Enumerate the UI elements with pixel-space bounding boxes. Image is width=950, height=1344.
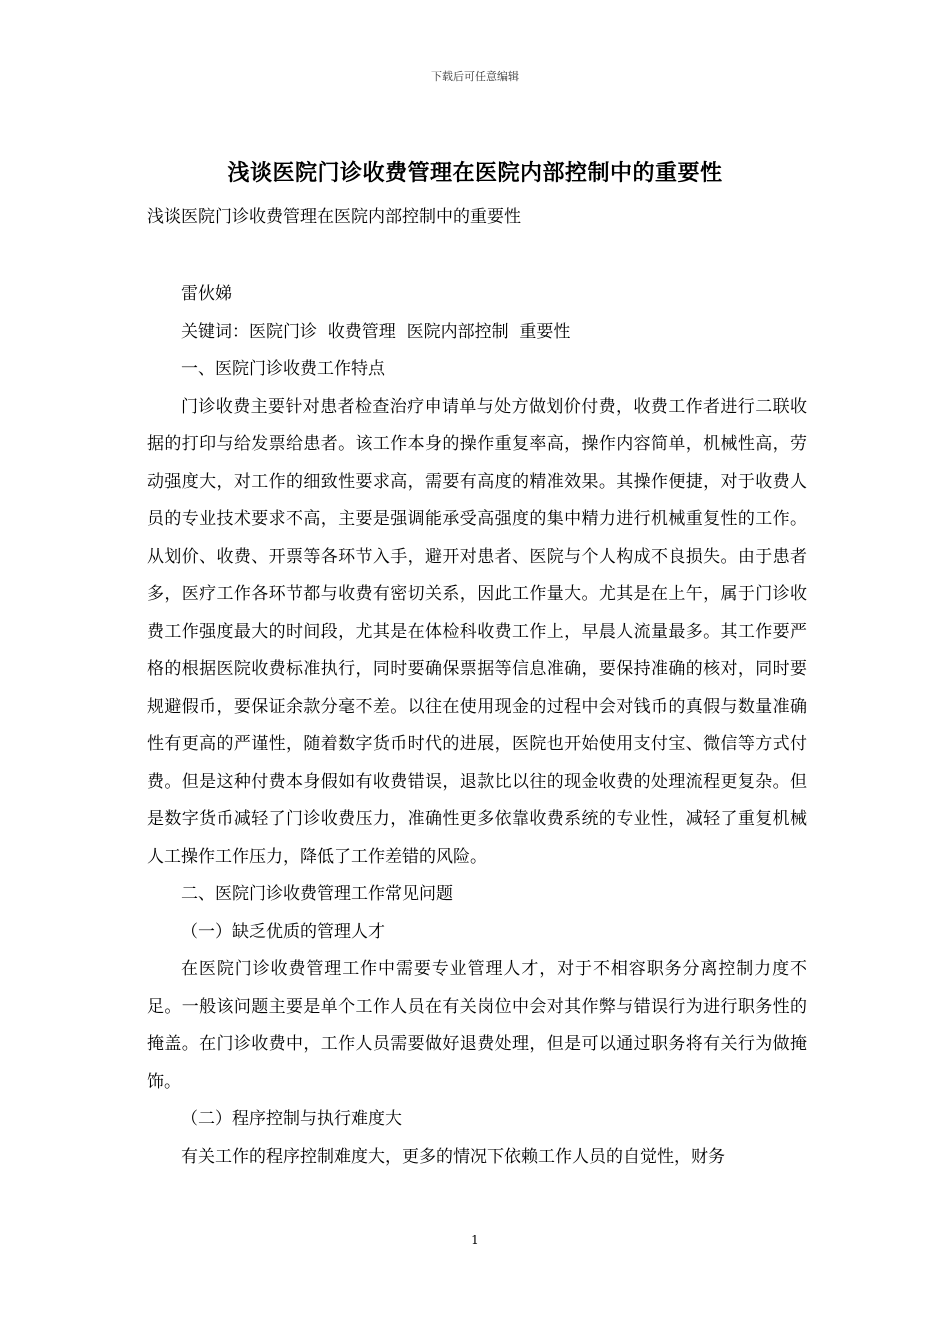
paragraph-section-1: 门诊收费主要针对患者检查治疗申请单与处方做划价付费，收费工作者进行二联收据的打印与给发票给患者。该工作本身的操作重复率高，操作内容简单，机械性高，劳动强度大，对工作的细致性要求高，需要有高度的精准效果。其操作便捷，对于收费人员的专业技术要求不高，主要是强调能承受高强度的集中精力进行机械重复性的工作。从划价、收费、开票等各环节入手，避开对患者、医院与个人构成不良损失。由于患者多，医疗工作各环节都与收费有密切关系，因此工作量大。尤其是在上午，属于门诊收费工作强度最大的时间段，尤其是在体检科收费工作上，早晨人流量最多。其工作要严格的根据医院收费标准执行，同时要确保票据等信息准确，要保持准确的核对，同时要规避假币，要保证余款分毫不差。以往在使用现金的过程中会对钱币的真假与数量准确性有更高的严谨性，随着数字货币时代的进展，医院也开始使用支付宝、微信等方式付费。但是这种付费本身假如有收费错误，退款比以往的现金收费的处理流程更复杂。但是数字货币减轻了门诊收费压力，准确性更多依靠收费系统的专业性，减轻了重复机械人工操作工作压力，降低了工作差错的风险。 <box>147 396 807 867</box>
section-heading-2: 二、医院门诊收费管理工作常见问题 <box>181 884 453 904</box>
document-subtitle: 浅谈医院门诊收费管理在医院内部控制中的重要性 <box>147 207 521 227</box>
document-title: 浅谈医院门诊收费管理在医院内部控制中的重要性 <box>227 160 723 186</box>
subsection-heading-1: （一）缺乏优质的管理人才 <box>181 921 385 942</box>
paragraph-subsection-1: 在医院门诊收费管理工作中需要专业管理人才，对于不相容职务分离控制力度不足。一般该问题主要是单个工作人员在有关岗位中会对其作弊与错误行为进行职务性的掩盖。在门诊收费中，工作人员需要做好退费处理，但是可以通过职务将有关行为做掩饰。 <box>147 959 807 1092</box>
paragraph-subsection-2: 有关工作的程序控制难度大，更多的情况下依赖工作人员的自觉性，财务 <box>181 1146 725 1167</box>
document-body <box>147 276 807 1176</box>
subsection-heading-2: （二）程序控制与执行难度大 <box>181 1109 402 1129</box>
page-header-note: 下载后可任意编辑 <box>431 70 519 83</box>
author-name: 雷伙娣 <box>181 284 232 304</box>
section-heading-1: 一、医院门诊收费工作特点 <box>181 359 385 379</box>
keywords-line: 关键词：医院门诊 收费管理 医院内部控制 重要性 <box>181 321 571 342</box>
page-number: 1 <box>471 1233 479 1247</box>
